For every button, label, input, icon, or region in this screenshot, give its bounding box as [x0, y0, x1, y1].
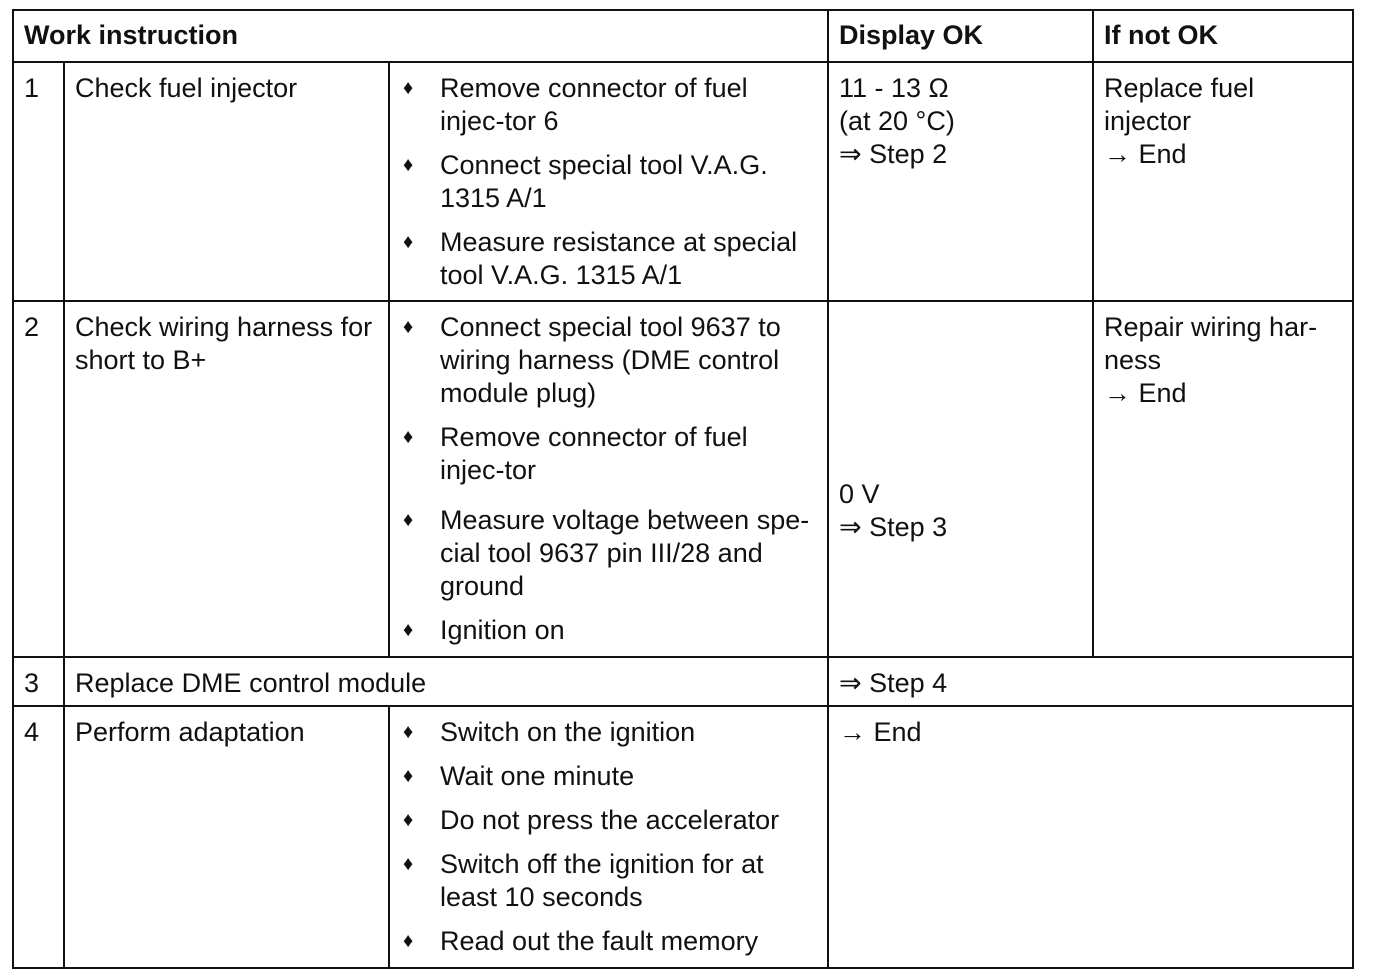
display-ok-line: 0 V [839, 479, 880, 509]
list-item [400, 760, 817, 793]
task-cell: Check wiring harness for short to B+ [64, 301, 389, 657]
step-text: Connect special tool 9637 to wiring harness (DME control module plug) [440, 312, 781, 408]
steps-cell [389, 62, 828, 301]
display-ok-cell [828, 62, 1093, 301]
diamond-bullet-icon: ♦ [403, 316, 414, 338]
step-number: 1 [13, 62, 64, 301]
header-display-ok: Display OK [828, 10, 1093, 62]
list-item [400, 804, 817, 837]
step-text: Read out the fault memory [440, 926, 759, 956]
step-text: Remove connector of fuel injec-tor 6 [440, 73, 748, 136]
list-item [400, 614, 817, 647]
list-item [400, 149, 817, 215]
if-not-ok-line: → End [1104, 378, 1187, 408]
diamond-bullet-icon: ♦ [403, 509, 414, 531]
list-item [400, 925, 817, 958]
diamond-bullet-icon: ♦ [403, 853, 414, 875]
step-text: Measure resistance at special tool V.A.G. 1315 A/1 [440, 227, 798, 290]
diamond-bullet-icon: ♦ [403, 619, 414, 641]
list-item [400, 848, 817, 914]
step-text: Remove connector of fuel injec-tor [440, 422, 748, 485]
step-text: Do not press the accelerator [440, 805, 780, 835]
table-row [13, 301, 1353, 657]
if-not-ok-line: Repair wiring har-ness [1104, 312, 1318, 375]
task-cell: Check fuel injector [64, 62, 389, 301]
list-item [400, 421, 817, 487]
steps-cell [389, 301, 828, 657]
list-item [400, 311, 817, 410]
display-ok-line: ⇒ Step 2 [839, 139, 948, 169]
step-text: Measure voltage between spe-cial tool 9637 pin III/28 and ground [440, 505, 810, 601]
table-row [13, 657, 1353, 706]
diamond-bullet-icon: ♦ [403, 77, 414, 99]
diamond-bullet-icon: ♦ [403, 809, 414, 831]
display-ok-line: ⇒ Step 3 [839, 512, 948, 542]
work-instruction-table [12, 9, 1354, 969]
if-not-ok-cell [1093, 62, 1353, 301]
step-text: Switch off the ignition for at least 10 seconds [440, 849, 764, 912]
steps-cell [389, 706, 828, 968]
step-text: Connect special tool V.A.G. 1315 A/1 [440, 150, 768, 213]
diamond-bullet-icon: ♦ [403, 231, 414, 253]
display-ok-cell: ⇒ Step 4 [828, 657, 1353, 706]
step-text: Ignition on [440, 615, 565, 645]
display-ok-cell [828, 301, 1093, 657]
header-if-not-ok: If not OK [1093, 10, 1353, 62]
table-row [13, 62, 1353, 301]
task-cell: Replace DME control module [64, 657, 828, 706]
if-not-ok-line: → End [1104, 139, 1187, 169]
display-ok-cell: → End [828, 706, 1353, 968]
list-item [400, 504, 817, 603]
task-cell: Perform adaptation [64, 706, 389, 968]
table-row [13, 706, 1353, 968]
step-number: 4 [13, 706, 64, 968]
step-text: Switch on the ignition [440, 717, 696, 747]
list-item [400, 72, 817, 138]
list-item [400, 226, 817, 292]
step-number: 2 [13, 301, 64, 657]
header-work-instruction: Work instruction [13, 10, 828, 62]
diamond-bullet-icon: ♦ [403, 765, 414, 787]
diamond-bullet-icon: ♦ [403, 930, 414, 952]
diamond-bullet-icon: ♦ [403, 154, 414, 176]
display-ok-line: 11 - 13 Ω [839, 73, 949, 103]
list-item [400, 716, 817, 749]
if-not-ok-line: Replace fuel injector [1104, 73, 1255, 136]
step-text: Wait one minute [440, 761, 635, 791]
diamond-bullet-icon: ♦ [403, 721, 414, 743]
display-ok-line: (at 20 °C) [839, 106, 955, 136]
step-number: 3 [13, 657, 64, 706]
table-header-row [13, 10, 1353, 62]
if-not-ok-cell [1093, 301, 1353, 657]
diamond-bullet-icon: ♦ [403, 426, 414, 448]
